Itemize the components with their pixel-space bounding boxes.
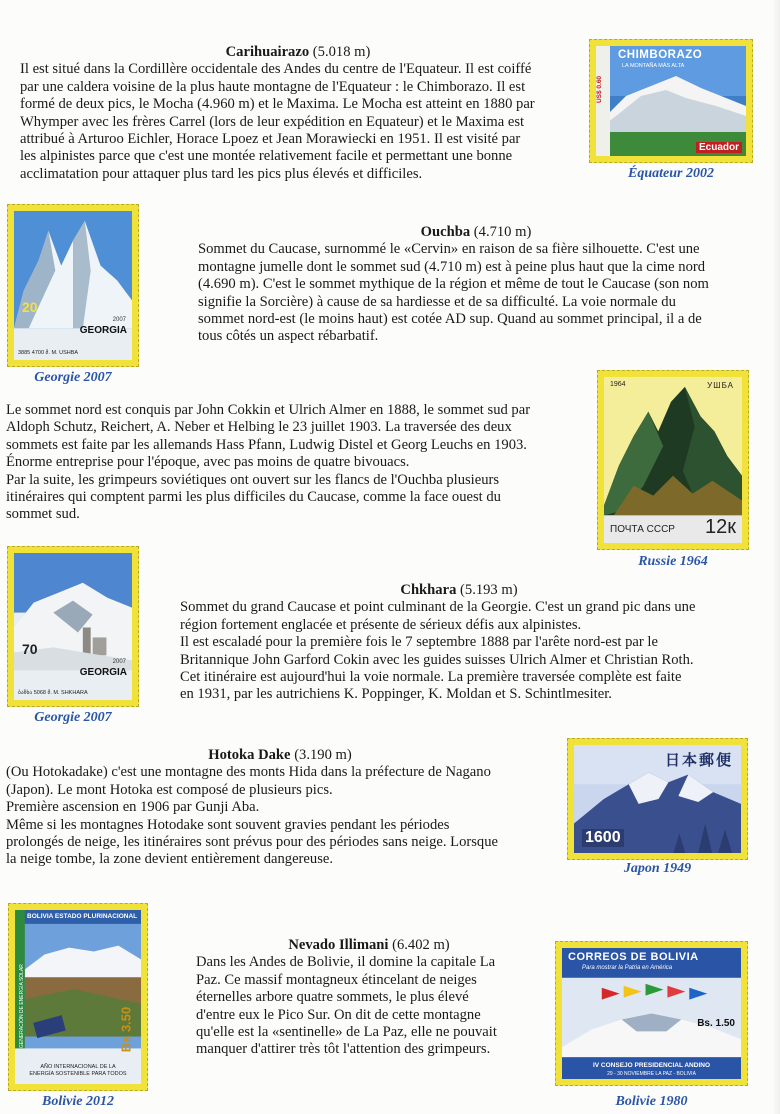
text-line: acclimatation pour attaquer plus tard les pics plus élevés et difficiles.: [20, 165, 423, 182]
stamp-caption: Bolivie 2012: [42, 1094, 114, 1109]
section-ouchba: [198, 224, 754, 346]
text-line: Whymper avec les frères Carrel (lors de leur expédition en Equateur) et le Maxima est: [20, 113, 525, 130]
section-chkhara: [180, 582, 738, 704]
text-line: montagne jumelle dont le sommet sud (4.710 m) est à peine plus haut que la cime nord: [198, 258, 706, 275]
stamp-value: Bs 3.50: [118, 1006, 134, 1053]
stamp-illustration: [14, 211, 132, 360]
text-line: Le sommet nord est conquis par John Cokkin et Ulrich Almer en 1888, le sommet sud par: [6, 402, 531, 418]
stamp-year: 2007: [112, 317, 126, 323]
text-line: Énorme entreprise pour l'époque, avec pas moins de quatre bivouacs.: [6, 454, 410, 471]
text-line: formé de deux pics, le Mocha (4.960 m) et le Maxima. Le Mocha est atteint en 1880 par: [20, 96, 535, 113]
text-line: Dans les Andes de Bolivie, il domine la capitale La: [196, 954, 496, 971]
text-line: les alpinistes parce que c'est une montée relativement facile et permettant une bonne: [20, 148, 513, 165]
text-line: itinéraires qui comptent parmi les plus difficiles du Caucase, comme la face ouest du: [6, 489, 501, 506]
stamp-bolivia-2012: [8, 903, 148, 1091]
stamp-title: УШБА: [707, 381, 734, 390]
stamp-caption: Georgie 2007: [34, 370, 112, 385]
section-nevado-illimani: [196, 937, 542, 1059]
mountain-altitude: (3.190 m): [294, 747, 352, 763]
mountain-name: Nevado Illimani: [288, 937, 389, 953]
text-line: Il est escaladé pour la première fois le 7 septembre 1888 par l'arête nord-est par le: [180, 634, 658, 651]
stamp-date-text: 29 - 30 NOVIEMBRE LA PAZ - BOLIVIA: [607, 1071, 696, 1077]
stamp-country: GEORGIA: [79, 667, 127, 678]
text-line: Même si les montagnes Hotodake sont souvent gravies pendant les périodes: [6, 816, 450, 833]
stamp-russia-1964: [597, 370, 749, 550]
text-line: manquer d'attirer très tôt l'attention des grimpeurs.: [196, 1041, 491, 1058]
text-line: prolongés de neige, les itinéraires sont prévus pour des périodes sans neige. Lorsque: [6, 834, 499, 851]
section-title: [20, 44, 576, 61]
text-line: Aldoph Schutz, Reichert, A. Neber et Helbing le 23 juillet 1903. La traversée des deux: [6, 419, 512, 436]
text-line: sommets est faite par les allemands Hass Pfann, Ludwig Distel et Georg Leuchs en 1903.: [6, 436, 527, 453]
stamp-year: 2007: [112, 659, 126, 665]
stamp-caption: Japon 1949: [623, 861, 692, 876]
text-line: Sommet du grand Caucase et point culminant de la Georgie. C'est un grand pic dans une: [180, 599, 696, 616]
text-line: Il est situé dans la Cordillère occidentale des Andes du centre de l'Equateur. Il est coiffé: [20, 61, 532, 78]
text-line: région fortement englacée et présente de sérieux défis aux alpinistes.: [180, 616, 582, 633]
stamp-subtitle: LA MONTAÑA MÁS ALTA: [622, 63, 685, 69]
text-line: d'entre eux le Pico Sur. On dit de cette montagne: [196, 1006, 481, 1023]
text-line: sommet nord-est (le moins haut) est cotée AD sup. Quand au sommet principal, il a de: [198, 311, 702, 328]
text-line: Par la suite, les grimpeurs soviétiques ont ouvert sur les flancs de l'Ouchba plusieurs: [6, 471, 500, 488]
stamp-georgia-2007-ushba: [7, 204, 139, 367]
mountain-altitude: (5.018 m): [312, 44, 371, 60]
mountain-name: Carihuairazo: [225, 44, 310, 60]
text-line: Première ascension en 1906 par Gunji Aba.: [6, 799, 260, 816]
stamp-value: US$ 0.60: [596, 75, 604, 104]
stamp-japan-1949: [567, 738, 748, 860]
text-line: signifie la Sorcière) à cause de sa hardiesse et de sa difficulté. La voie normale du: [198, 293, 676, 310]
text-line: en 1931, par les autrichiens K. Poppinger, K. Moldan et S. Schintlmesiter.: [180, 686, 612, 703]
mountain-name: Hotoka Dake: [208, 747, 291, 763]
text-line: Cet itinéraire est aujourd'hui la voie normale. La première traversée complète est faite: [180, 669, 682, 686]
stamp-country: GEORGIA: [79, 325, 127, 336]
text-line: (Ou Hotokadake) c'est une montagne des monts Hida dans la préfecture de Nagano: [6, 764, 491, 781]
stamp-bolivia-1980: [555, 941, 748, 1086]
section-carihuairazo: [20, 44, 576, 183]
text-line: Britannique John Garford Cokin avec les guides suisses Ulrich Almer et Christian Roth.: [180, 651, 694, 668]
mountain-name: Ouchba: [420, 224, 471, 240]
text-line: attribué à Arturoo Eichler, Horace Lpoez et Jean Morawiecki en 1951. Il est visité par: [20, 131, 521, 148]
text-line: Sommet du Caucase, surnommé le «Cervin» en raison de sa fière silhouette. C'est une: [198, 241, 700, 258]
text-line: Paz. Ce massif montagneux étincelant de neiges: [196, 971, 477, 988]
mountain-altitude: (4.710 m): [473, 224, 532, 240]
mountain-name: Chkhara: [400, 582, 457, 598]
stamp-title: 日本郵便: [664, 752, 733, 769]
page-edge-shadow: [772, 0, 780, 1114]
stamp-caption: Russie 1964: [638, 554, 708, 569]
mountain-altitude: (5.193 m): [460, 582, 518, 598]
text-line: la neige tombe, la zone devient entièrement dangereuse.: [6, 851, 333, 868]
stamp-country: Ecuador: [696, 142, 742, 153]
mountain-altitude: (6.402 m): [392, 937, 450, 953]
text-line: (Japon). Le mont Hotoka est composé de plusieurs pics.: [6, 781, 333, 798]
stamp-side-text: GENERACIÓN DE ENERGÍA SOLAR: [19, 964, 25, 1048]
stamp-illustration: [15, 910, 141, 1084]
text-line: éternelles arbore quatre sommets, le plus élevé: [196, 989, 469, 1006]
section-title: [180, 582, 738, 599]
stamp-caption: Équateur 2002: [628, 166, 714, 181]
stamp-value: Bs. 1.50: [697, 1018, 735, 1029]
text-line: sommet sud.: [6, 506, 80, 523]
section-title: [198, 224, 754, 241]
stamp-ecuador-2002: [589, 39, 753, 163]
text-line: qu'elle est la «sentinelle» de La Paz, elle ne pouvait: [196, 1024, 497, 1041]
text-line: (4.690 m). C'est le sommet mythique de la région et même de tout le Caucase (son nom: [198, 276, 709, 293]
stamp-value: 20: [22, 299, 38, 315]
text-line: tous côtés un aspect rébarbatif.: [198, 328, 379, 345]
stamp-title: CORREOS DE BOLIVIA: [568, 951, 699, 963]
text-line: par une caldera voisine de la plus haute montagne de l'Equateur : le Chimborazo. Il est: [20, 78, 526, 95]
stamp-title: CHIMBORAZO: [618, 49, 703, 61]
section-title: [6, 747, 554, 764]
stamp-georgia-2007-shkhara: [7, 546, 139, 707]
section-title: [196, 937, 542, 954]
section-hotoka-dake: [6, 747, 554, 869]
stamp-year: 1964: [610, 381, 626, 388]
stamp-value: 70: [22, 641, 38, 657]
stamp-country: ПОЧТА СССР: [610, 524, 675, 535]
stamp-bottom-text: AÑO INTERNACIONAL DE LA ENERGÍA SOSTENIBLE PARA TODOS: [29, 1064, 127, 1077]
stamp-value: 12к: [705, 516, 736, 538]
stamp-caption: Bolivie 1980: [615, 1094, 688, 1109]
stamp-caption: Georgie 2007: [34, 710, 112, 725]
stamp-title: BOLIVIA ESTADO PLURINACIONAL: [27, 913, 138, 920]
stamp-subtitle: Para mostrar la Patria en América: [582, 965, 673, 971]
stamp-bottom-text: IV CONSEJO PRESIDENCIAL ANDINO: [592, 1062, 711, 1069]
stamp-bottom-text: 3885 4700 მ. M. USHBA: [18, 350, 79, 356]
section-ouchba-history: [6, 402, 574, 524]
stamp-bottom-text: ბაჩხა 5068 მ. M. SHKHARA: [18, 690, 88, 696]
stamp-value: 1600: [582, 829, 624, 847]
